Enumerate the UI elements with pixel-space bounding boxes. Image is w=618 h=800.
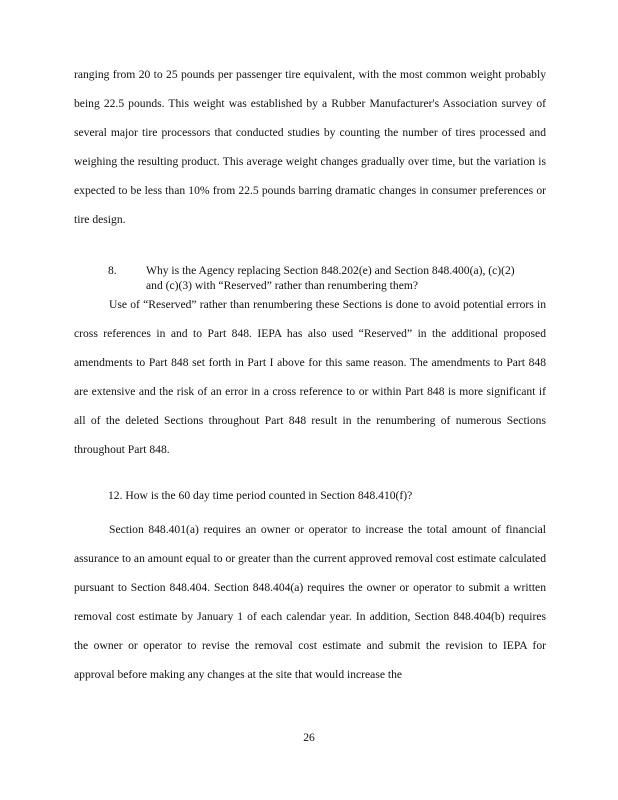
paragraph-financial-assurance: Section 848.401(a) requires an owner or operator to increase the total amount of financial assurance to an amount equal to or greater than the current approved removal cost estimate calculated pursuant to Section 848.404. Section 848.404(a) requires the owner or operator to submit a written removal cost estimate by January 1 of each calendar year. In addition, Section 848.404(b) requires the owner or operator to revise the removal cost estimate and submit the revision to IEPA for approval before making any changes at the site that would increase the (74, 523, 546, 681)
question-8-line-1: Why is the Agency replacing Section 848.202(e) and Section 848.400(a), (c)(2) (146, 264, 515, 277)
question-8-number: 8. (108, 264, 117, 277)
page-number: 26 (303, 731, 315, 744)
question-12: 12. How is the 60 day time period counted in Section 848.410(f)? (108, 489, 413, 502)
paragraph-reserved: Use of “Reserved” rather than renumbering these Sections is done to avoid potential errors in cross references in and to Part 848. IEPA has also used “Reserved” in the additional proposed amendments to Part 848 set forth in Part I above for this same reason. The amendments to Part 848 are extensive and the risk of an error in a cross reference to or within Part 848 is more significant if all of the deleted Sections throughout Part 848 result in the renumbering of numerous Sections throughout Part 848. (74, 298, 546, 456)
paragraph-tire-weight: ranging from 20 to 25 pounds per passenger tire equivalent, with the most common weight probably being 22.5 pounds. This weight was established by a Rubber Manufacturer's Association survey of several major tire processors that conducted studies by counting the number of tires processed and weighing the resulting product. This average weight changes gradually over time, but the variation is expected to be less than 10% from 22.5 pounds barring dramatic changes in consumer preferences or tire design. (74, 68, 546, 226)
question-8-line-2: and (c)(3) with “Reserved” rather than renumbering them? (146, 279, 419, 292)
